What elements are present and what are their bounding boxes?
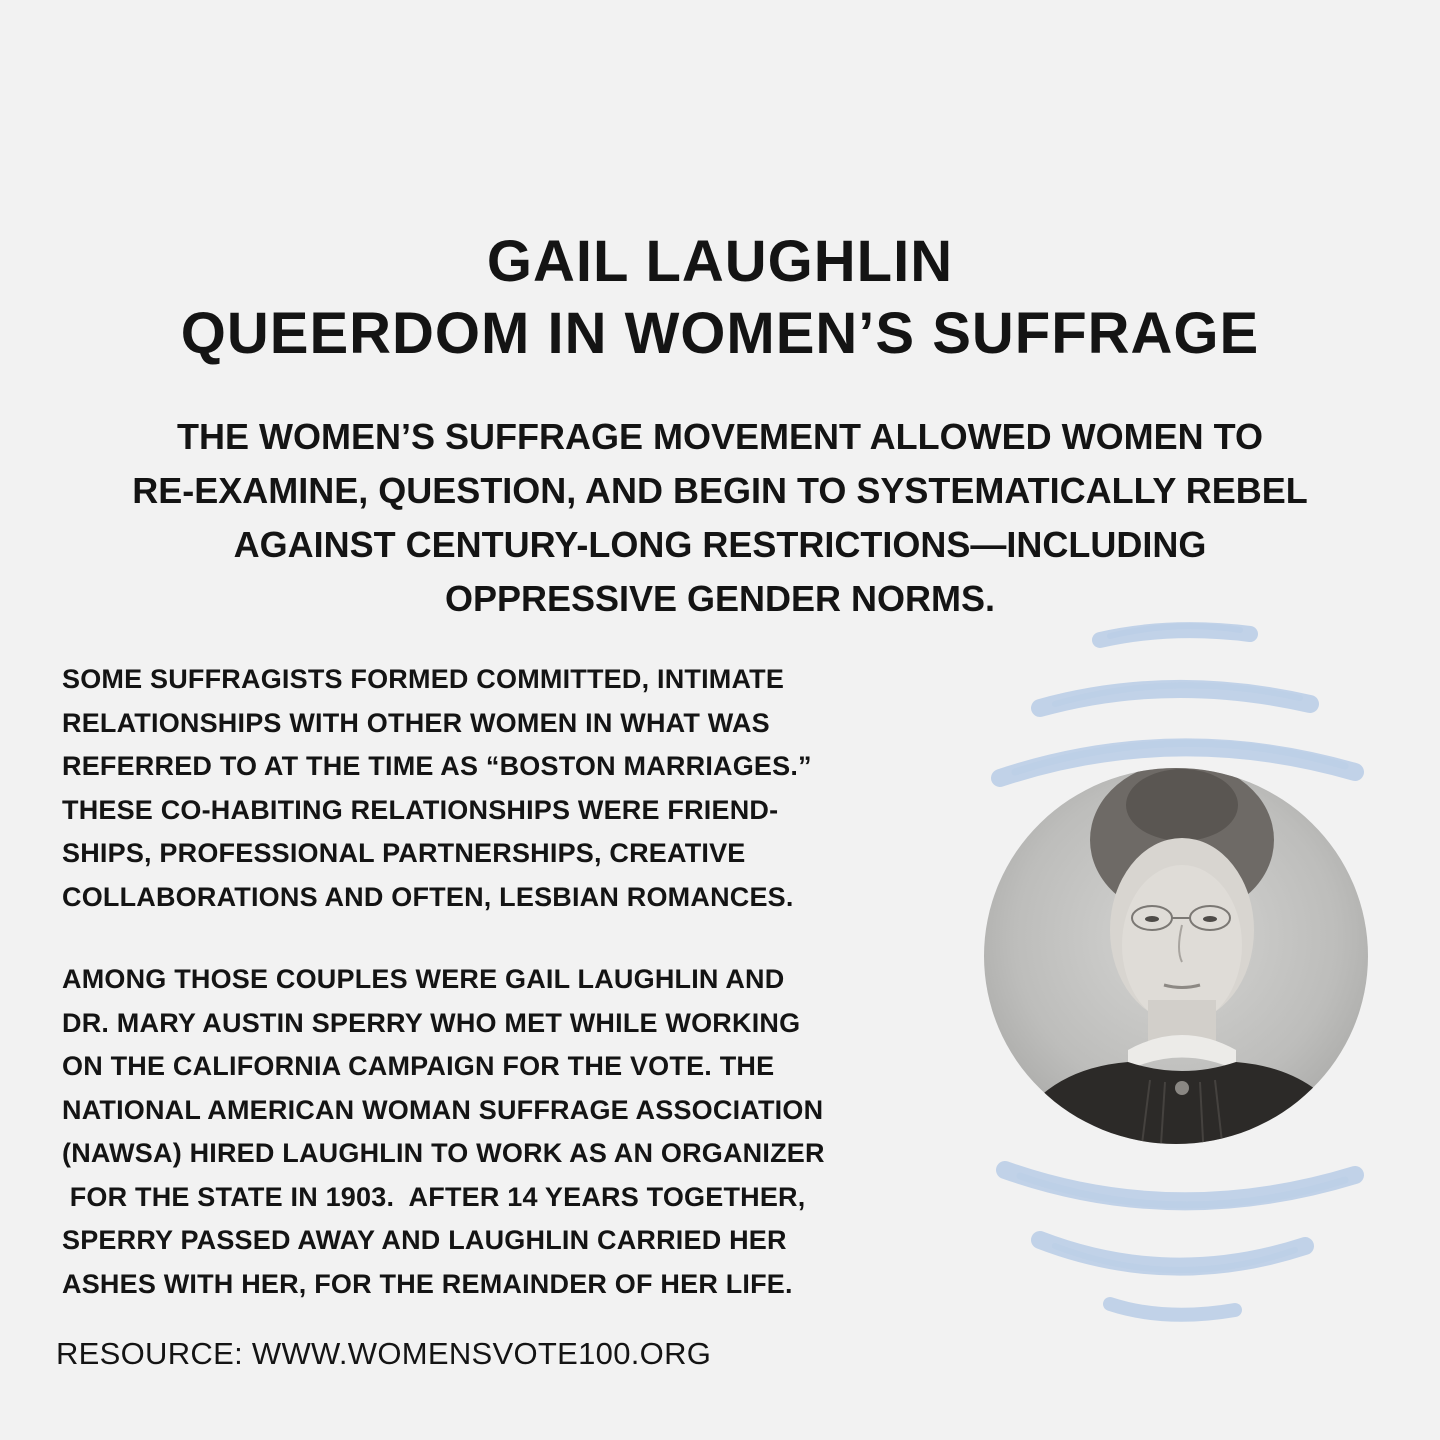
- body-line: SHIPS, PROFESSIONAL PARTNERSHIPS, CREATIVE: [62, 838, 746, 868]
- brush-strokes-top: [1000, 626, 1355, 778]
- intro-statement: [40, 410, 1400, 626]
- body-line: COLLABORATIONS AND OFTEN, LESBIAN ROMANCES.: [62, 881, 794, 912]
- body-paragraph-1: [62, 658, 962, 919]
- page-subtitle-heading: QUEERDOM IN WOMEN’S SUFFRAGE: [180, 301, 1260, 366]
- page-title: GAIL LAUGHLIN: [486, 229, 954, 294]
- body-line: REFERRED TO AT THE TIME AS “BOSTON MARRIAGES.”: [62, 751, 812, 781]
- intro-line: AGAINST CENTURY-LONG RESTRICTIONS—INCLUDING: [233, 524, 1207, 565]
- body-line: FOR THE STATE IN 1903. AFTER 14 YEARS TOGETHER,: [62, 1181, 806, 1212]
- intro-line: THE WOMEN’S SUFFRAGE MOVEMENT ALLOWED WOMEN TO: [177, 416, 1263, 457]
- body-line: DR. MARY AUSTIN SPERRY WHO MET WHILE WORKING: [62, 1007, 801, 1038]
- body-line: AMONG THOSE COUPLES WERE GAIL LAUGHLIN AND: [62, 964, 785, 994]
- body-line: NATIONAL AMERICAN WOMAN SUFFRAGE ASSOCIATION: [62, 1094, 824, 1125]
- body-line: RELATIONSHIPS WITH OTHER WOMEN IN WHAT WAS: [62, 707, 770, 738]
- body-line: ASHES WITH HER, FOR THE REMAINDER OF HER LIFE.: [62, 1268, 793, 1299]
- portrait-photo-icon: [984, 762, 1368, 1160]
- body-paragraph-2: [62, 958, 962, 1306]
- intro-line: RE-EXAMINE, QUESTION, AND BEGIN TO SYSTEMATICALLY REBEL: [132, 470, 1308, 511]
- body-line: THESE CO-HABITING RELATIONSHIPS WERE FRIEND-: [62, 794, 779, 825]
- resource-credit: RESOURCE: WWW.WOMENSVOTE100.ORG: [56, 1336, 712, 1371]
- body-line: (NAWSA) HIRED LAUGHLIN TO WORK AS AN ORGANIZER: [62, 1138, 825, 1168]
- body-line: ON THE CALIFORNIA CAMPAIGN FOR THE VOTE. THE: [62, 1051, 775, 1081]
- body-line: SOME SUFFRAGISTS FORMED COMMITTED, INTIMATE: [62, 664, 785, 694]
- brush-strokes-bottom: [1005, 1170, 1355, 1315]
- title-block: [0, 226, 1440, 370]
- portrait-artwork: [960, 600, 1380, 1340]
- intro-line: OPPRESSIVE GENDER NORMS.: [444, 578, 996, 619]
- body-line: SPERRY PASSED AWAY AND LAUGHLIN CARRIED HER: [62, 1225, 787, 1255]
